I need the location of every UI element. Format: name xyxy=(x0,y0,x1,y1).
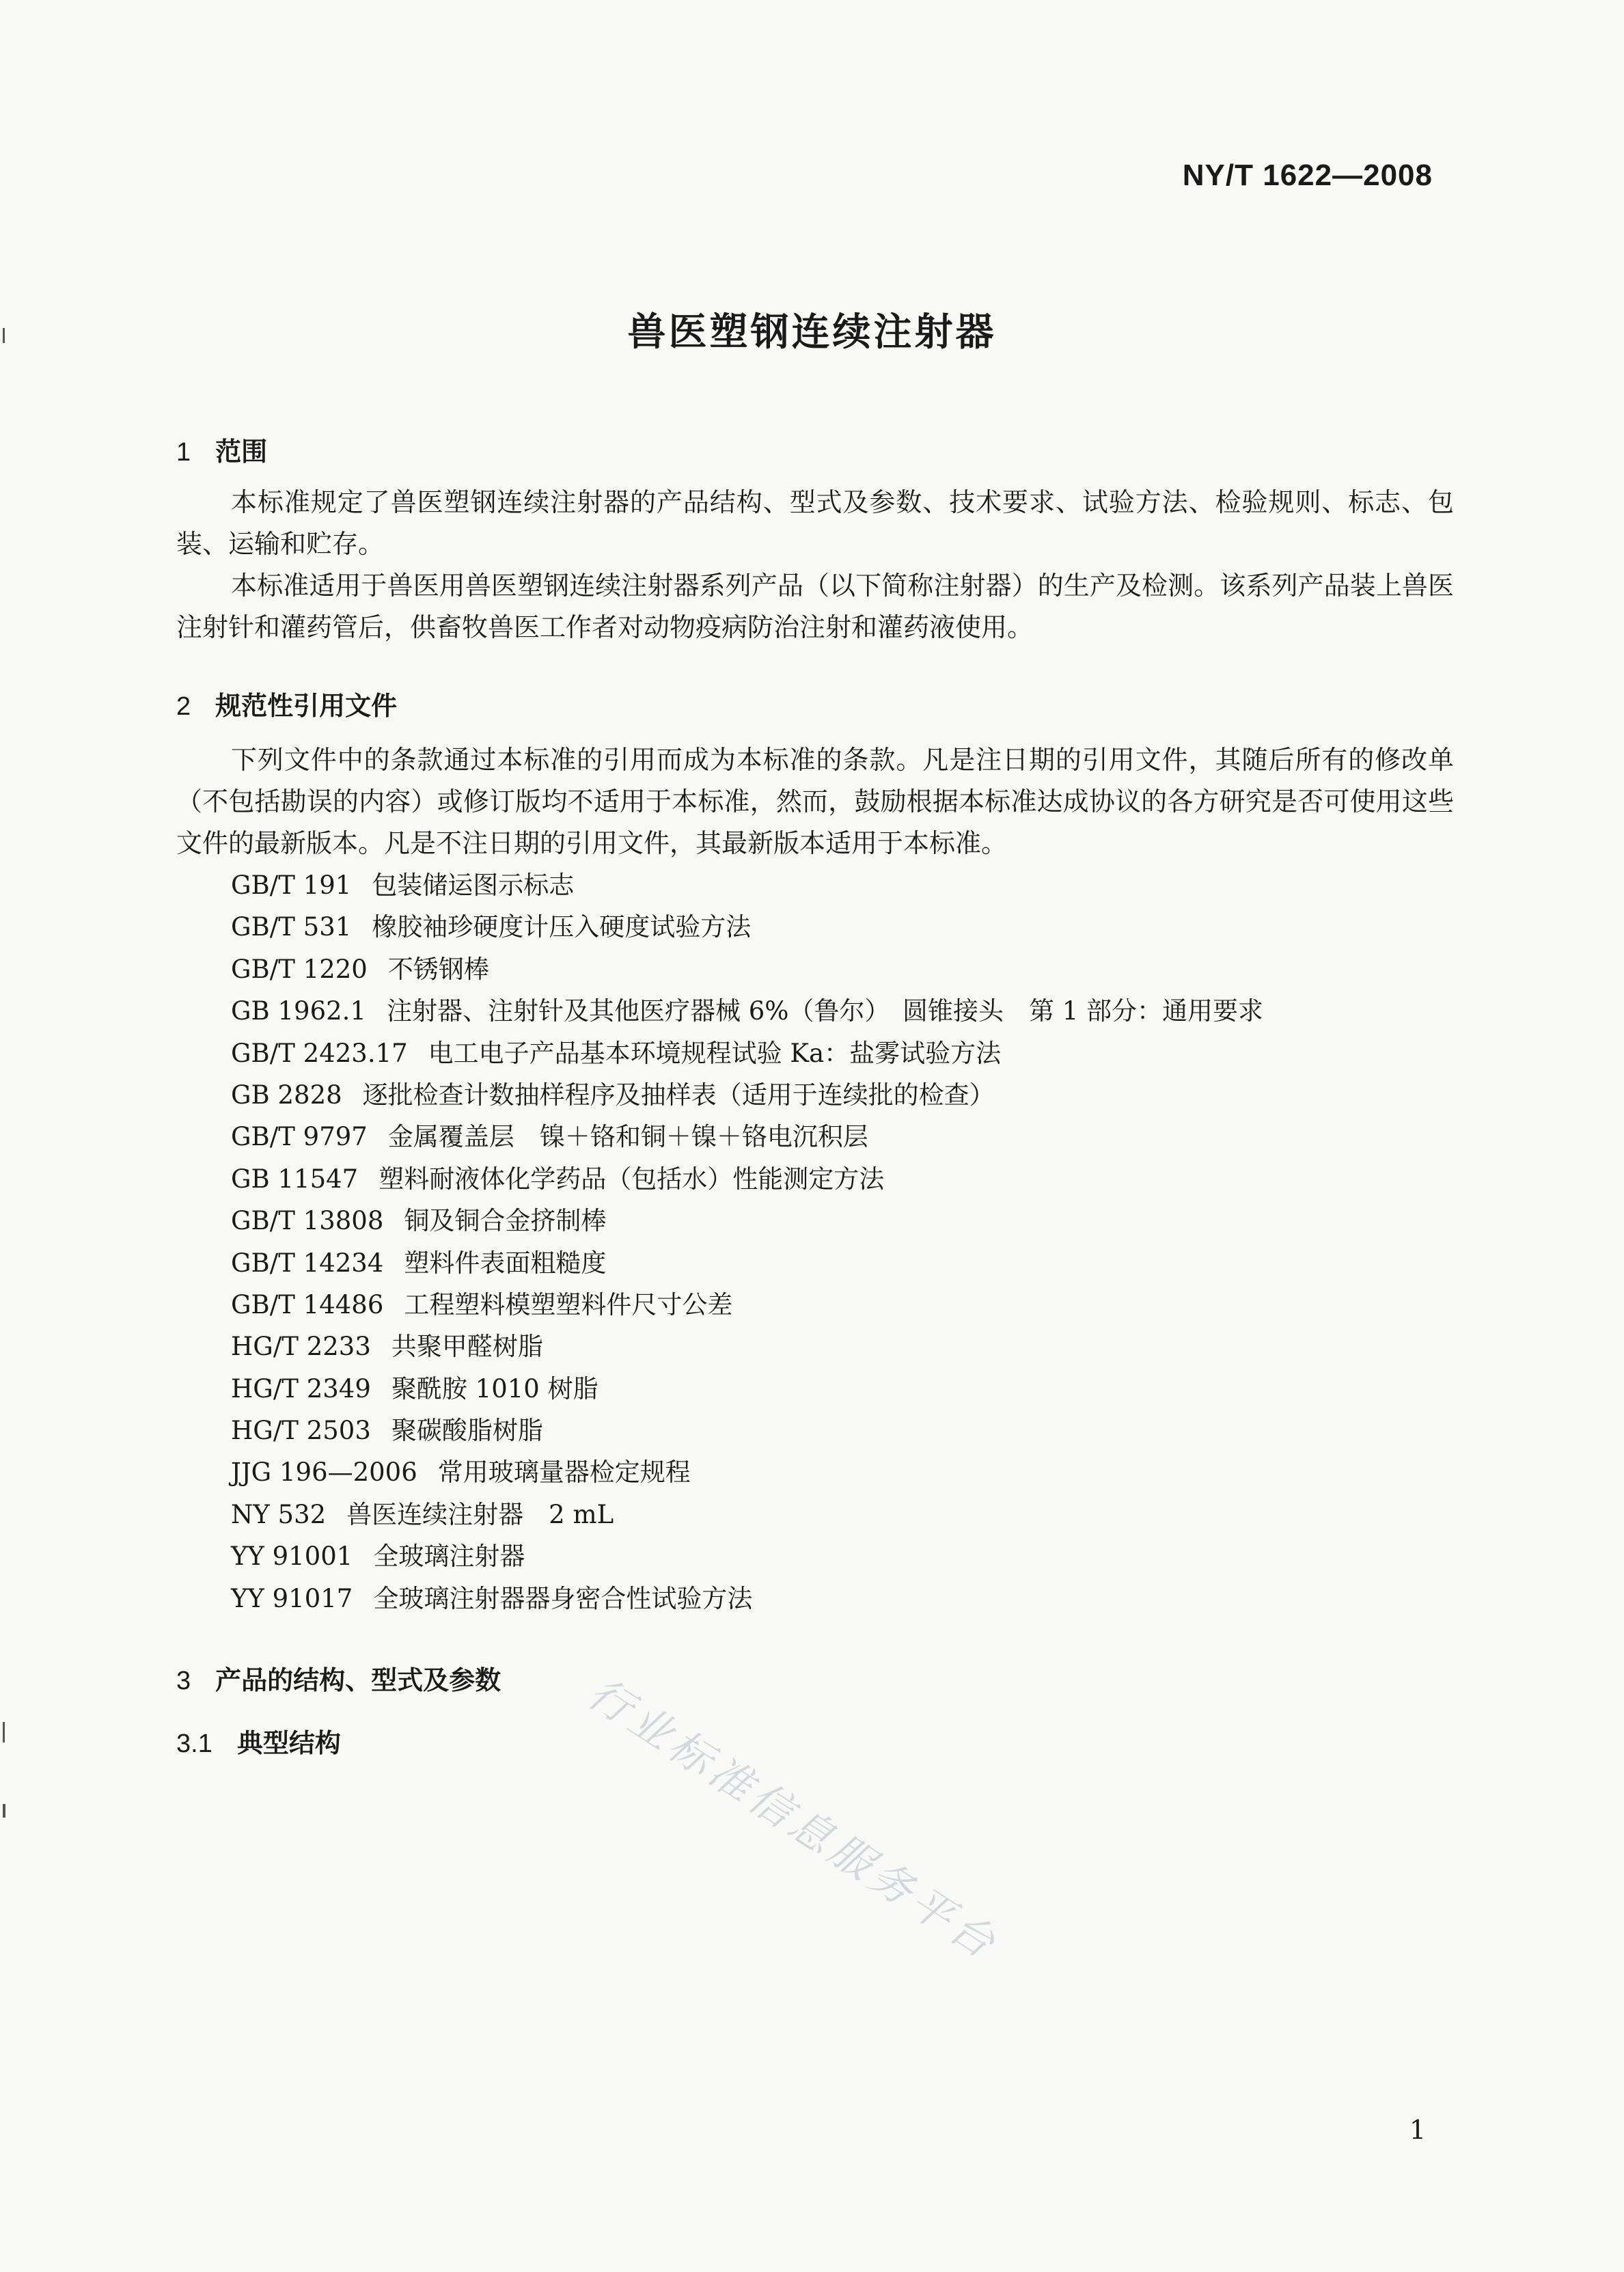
reference-code: NY 532 xyxy=(231,1499,327,1529)
section-title: 产品的结构、型式及参数 xyxy=(215,1665,501,1695)
section-title: 典型结构 xyxy=(236,1728,341,1758)
section-1-paragraph: 本标准适用于兽医用兽医塑钢连续注射器系列产品（以下简称注射器）的生产及检测。该系列产品装上兽医注射针和灌药管后，供畜牧兽医工作者对动物疫病防治注射和灌药液使用。 xyxy=(176,571,1454,642)
reference-item xyxy=(231,1032,1263,1074)
reference-item xyxy=(231,948,1263,990)
reference-title: 聚酰胺 1010 树脂 xyxy=(391,1373,598,1404)
reference-code: GB/T 2423.17 xyxy=(231,1038,408,1068)
reference-code: GB/T 1220 xyxy=(231,954,368,984)
reference-item xyxy=(231,864,1263,906)
reference-item xyxy=(231,1284,1263,1326)
reference-item xyxy=(231,1535,1263,1577)
section-3-heading xyxy=(176,1659,501,1697)
reference-code: GB/T 191 xyxy=(231,871,352,900)
section-number: 3 xyxy=(176,1667,191,1695)
reference-title: 注射器、注射针及其他医疗器械 6%（鲁尔） 圆锥接头 第 1 部分：通用要求 xyxy=(386,996,1264,1026)
reference-title: 电工电子产品基本环境规程试验 Ka：盐雾试验方法 xyxy=(428,1038,1002,1068)
reference-item xyxy=(231,1116,1263,1158)
reference-code: GB/T 531 xyxy=(231,912,352,942)
reference-title: 铜及铜合金挤制棒 xyxy=(404,1206,607,1236)
reference-code: GB/T 14486 xyxy=(231,1289,384,1319)
section-number: 3.1 xyxy=(176,1729,212,1758)
reference-code: YY 91001 xyxy=(231,1542,353,1572)
reference-code: JJG 196—2006 xyxy=(231,1457,417,1488)
section-number: 2 xyxy=(176,692,191,721)
scan-mark xyxy=(3,1722,5,1742)
page-number: 1 xyxy=(1409,2115,1426,2145)
reference-code: GB/T 9797 xyxy=(231,1122,368,1152)
reference-code: GB/T 14234 xyxy=(231,1248,384,1278)
reference-title: 不锈钢棒 xyxy=(387,954,489,984)
reference-item xyxy=(231,1494,1263,1535)
reference-item xyxy=(231,1158,1263,1200)
reference-item xyxy=(231,1326,1263,1367)
reference-title: 包装储运图示标志 xyxy=(372,871,575,900)
reference-item xyxy=(231,1410,1263,1451)
watermark: 行业标准信息服务平台 xyxy=(579,1667,1008,1971)
reference-item xyxy=(231,906,1263,948)
reference-title: 全玻璃注射器 xyxy=(373,1542,525,1572)
reference-title: 兽医连续注射器 2 mL xyxy=(346,1499,614,1529)
reference-item xyxy=(231,1242,1263,1284)
reference-code: HG/T 2503 xyxy=(231,1416,371,1446)
reference-title: 常用玻璃量器检定规程 xyxy=(437,1457,691,1488)
section-1-paragraph: 本标准规定了兽医塑钢连续注射器的产品结构、型式及参数、技术要求、试验方法、检验规则、标志、包装、运输和贮存。 xyxy=(176,487,1454,559)
reference-code: GB/T 13808 xyxy=(231,1206,384,1236)
reference-code: HG/T 2349 xyxy=(231,1373,371,1404)
reference-code: GB 2828 xyxy=(231,1080,342,1110)
reference-item xyxy=(231,1200,1263,1242)
reference-title: 逐批检查计数抽样程序及抽样表（适用于连续批的检查） xyxy=(362,1080,995,1110)
reference-title: 塑料耐液体化学药品（包括水）性能测定方法 xyxy=(379,1164,885,1194)
reference-title: 共聚甲醛树脂 xyxy=(391,1332,543,1362)
reference-item xyxy=(231,1451,1263,1493)
document-title: 兽医塑钢连续注射器 xyxy=(627,310,997,355)
reference-title: 工程塑料模塑塑料件尺寸公差 xyxy=(404,1289,733,1319)
reference-title: 全玻璃注射器器身密合性试验方法 xyxy=(373,1583,753,1613)
section-number: 1 xyxy=(176,438,191,467)
reference-title: 塑料件表面粗糙度 xyxy=(404,1248,607,1278)
reference-title: 金属覆盖层 镍＋铬和铜＋镍＋铬电沉积层 xyxy=(387,1122,868,1152)
reference-title: 聚碳酸脂树脂 xyxy=(391,1416,543,1446)
section-1-heading xyxy=(176,430,267,468)
reference-item xyxy=(231,990,1263,1032)
section-title: 范围 xyxy=(215,437,268,467)
reference-item xyxy=(231,1368,1263,1410)
section-2-intro: 下列文件中的条款通过本标准的引用而成为本标准的条款。凡是注日期的引用文件，其随后所有的修改单（不包括勘误的内容）或修订版均不适用于本标准，然而，鼓励根据本标准达成协议的各方研究是否可使用这些文件的最新版本。凡是不注日期的引用文件，其最新版本适用于本标准。 xyxy=(176,745,1454,858)
standard-number: NY/T 1622—2008 xyxy=(1182,159,1433,192)
reference-code: HG/T 2233 xyxy=(231,1332,371,1362)
section-2-heading xyxy=(176,685,397,722)
scan-mark xyxy=(3,1804,5,1818)
reference-code: GB 11547 xyxy=(231,1164,359,1194)
reference-code: GB 1962.1 xyxy=(231,996,366,1026)
reference-item xyxy=(231,1578,1263,1619)
reference-title: 橡胶袖珍硬度计压入硬度试验方法 xyxy=(372,912,752,942)
reference-item xyxy=(231,1074,1263,1116)
section-title: 规范性引用文件 xyxy=(215,691,398,721)
reference-code: YY 91017 xyxy=(231,1583,353,1613)
section-3-1-heading xyxy=(176,1722,341,1760)
normative-references-list xyxy=(231,864,1263,1619)
